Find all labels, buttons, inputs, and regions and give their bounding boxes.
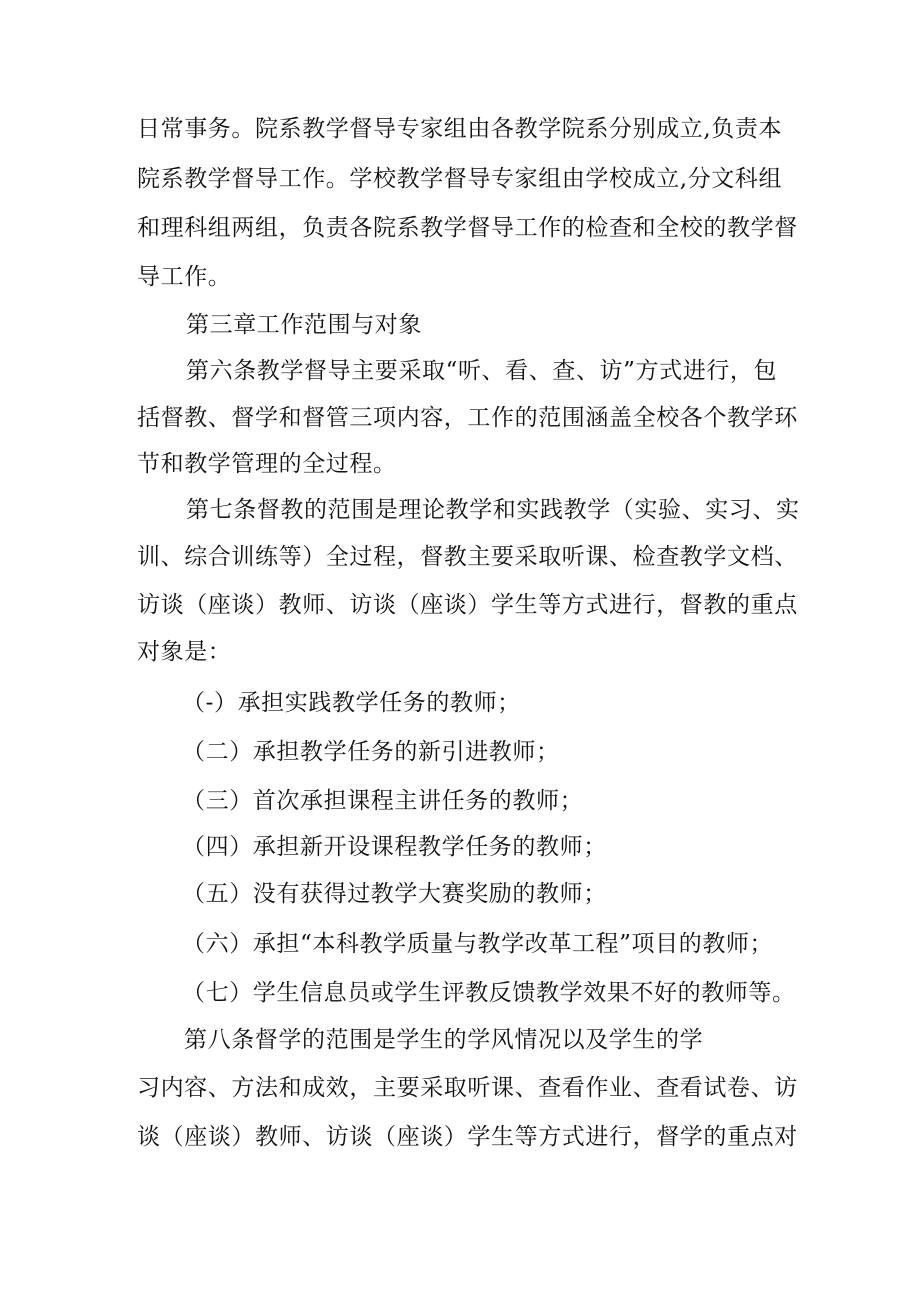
text-line: 日常事务。院系教学督导专家组由各教学院系分别成立,负责本 — [137, 116, 783, 142]
text-line: 第六条教学督导主要采取“听、看、查、访”方式进行，包 — [186, 358, 778, 384]
text-line: 节和教学管理的全过程。 — [137, 451, 397, 477]
list-item: （二）承担教学任务的新引进教师； — [182, 739, 560, 765]
text-line: 习内容、方法和成效，主要采取听课、查看作业、查看试卷、访 — [137, 1075, 798, 1101]
list-item: （六）承担“本科教学质量与教学改革工程”项目的教师； — [182, 931, 774, 957]
list-item: （七）学生信息员或学生评教反馈教学效果不好的教师等。 — [182, 980, 796, 1006]
text-line: 院系教学督导工作。学校教学督导专家组由学校成立,分文科组 — [137, 166, 783, 192]
text-line: 谈（座谈）教师、访谈（座谈）学生等方式进行，督学的重点对 — [137, 1124, 798, 1150]
text-line: 括督教、督学和督管三项内容，工作的范围涵盖全校各个教学环 — [137, 405, 798, 431]
list-item: （五）没有获得过教学大赛奖励的教师； — [182, 881, 607, 907]
chapter-heading: 第三章工作范围与对象 — [186, 312, 422, 338]
text-line: 第八条督学的范围是学生的学风情况以及学生的学 — [184, 1027, 704, 1053]
text-line: 第七条督教的范围是理论教学和实践教学（实验、实习、实 — [186, 497, 800, 523]
list-item: （四）承担新开设课程教学任务的教师； — [182, 834, 607, 860]
text-line: 访谈（座谈）教师、访谈（座谈）学生等方式进行，督教的重点 — [137, 592, 798, 618]
text-line: 对象是： — [137, 639, 232, 665]
list-item: （-）承担实践教学任务的教师； — [182, 690, 521, 716]
text-line: 训、综合训练等）全过程，督教主要采取听课、检查教学文档、 — [137, 544, 798, 570]
text-line: 和理科组两组，负责各院系教学督导工作的检查和全校的教学督 — [137, 215, 798, 241]
text-line: 导工作。 — [137, 264, 232, 290]
list-item: （三）首次承担课程主讲任务的教师； — [182, 788, 584, 814]
